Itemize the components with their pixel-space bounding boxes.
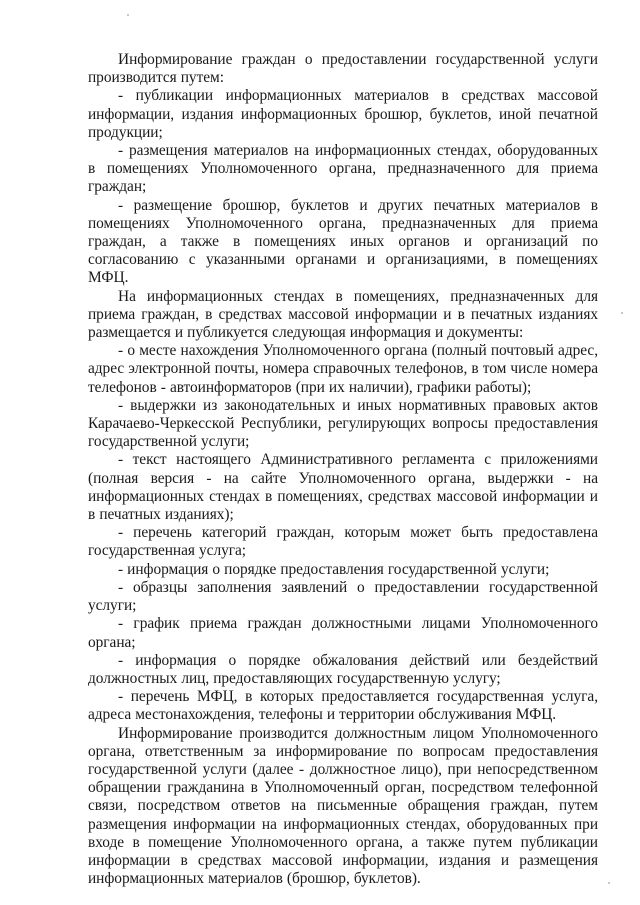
list-item-mfc-list: - перечень МФЦ, в которых предоставляется государственная услуга, адреса местонахождения, телефоны и территории обслуживания МФЦ. — [88, 688, 598, 724]
list-item-citizen-categories: - перечень категорий граждан, которым может быть предоставлена государственная услуга; — [88, 524, 598, 560]
list-item-application-samples: - образцы заполнения заявлений о предоставлении государственной услуги; — [88, 578, 598, 615]
list-item-regulation-text: - текст настоящего Административного регламента с приложениями (полная версия - на сайте Уполномоченного органа, выдержки - на информационных стендах в помещениях, средствах массовой информации и в печатных изданиях); — [88, 451, 598, 524]
list-item-media-publication: - публикации информационных материалов в средствах массовой информации, издания информационных брошюр, буклетов, иной печатной продукции; — [88, 87, 598, 141]
list-item-location: - о месте нахождения Уполномоченного органа (полный почтовый адрес, адрес электронной почты, номера справочных телефонов, в том числе номера телефонов - автоинформаторов (при их наличии), графики работы); — [88, 342, 598, 396]
scan-speck — [127, 14, 129, 16]
list-item-stands: - размещения материалов на информационных стендах, оборудованных в помещениях Уполномоченного органа, предназначенного для приема граждан; — [88, 142, 598, 196]
stands-info-paragraph: На информационных стендах в помещениях, предназначенных для приема граждан, в средствах массовой информации и в печатных изданиях размещается и публикуется следующая информация и документы: — [88, 287, 598, 342]
list-item-legal-acts: - выдержки из законодательных и иных нормативных правовых актов Карачаево-Черкесской Республики, регулирующих вопросы предоставления государственной услуги; — [88, 396, 598, 451]
scan-speck — [608, 882, 610, 884]
list-item-appeal-procedure: - информация о порядке обжалования действий или бездействий должностных лиц, предоставляющих государственную услугу; — [88, 651, 598, 687]
list-item-procedure-info: - информация о порядке предоставления государственной услуги; — [118, 560, 550, 578]
intro-paragraph: Информирование граждан о предоставлении государственной услуги производится путем: — [88, 51, 598, 87]
scan-speck — [621, 312, 623, 314]
list-item-reception-schedule: - график приема граждан должностными лицами Уполномоченного органа; — [88, 615, 598, 651]
list-item-brochures: - размещение брошюр, буклетов и других печатных материалов в помещениях Уполномоченного органа, предназначенных для приема граждан, а также в помещениях иных органов и организаций по согласованию с указанными органами и организациями, в помещениях МФЦ. — [88, 196, 598, 287]
document-body — [88, 51, 598, 888]
informing-official-paragraph: Информирование производится должностным лицом Уполномоченного органа, ответственным за информирование по вопросам предоставления государственной услуги (далее - должностное лицо), при непосредственном обращении гражданина в Уполномоченный орган, посредством телефонной связи, посредством ответов на письменные обращения граждан, путем размещения информации на информационных стендах, оборудованных при входе в помещение Уполномоченного органа, а также путем публикации информации в средствах массовой информации, издания и размещения информационных материалов (брошюр, буклетов). — [88, 724, 598, 888]
